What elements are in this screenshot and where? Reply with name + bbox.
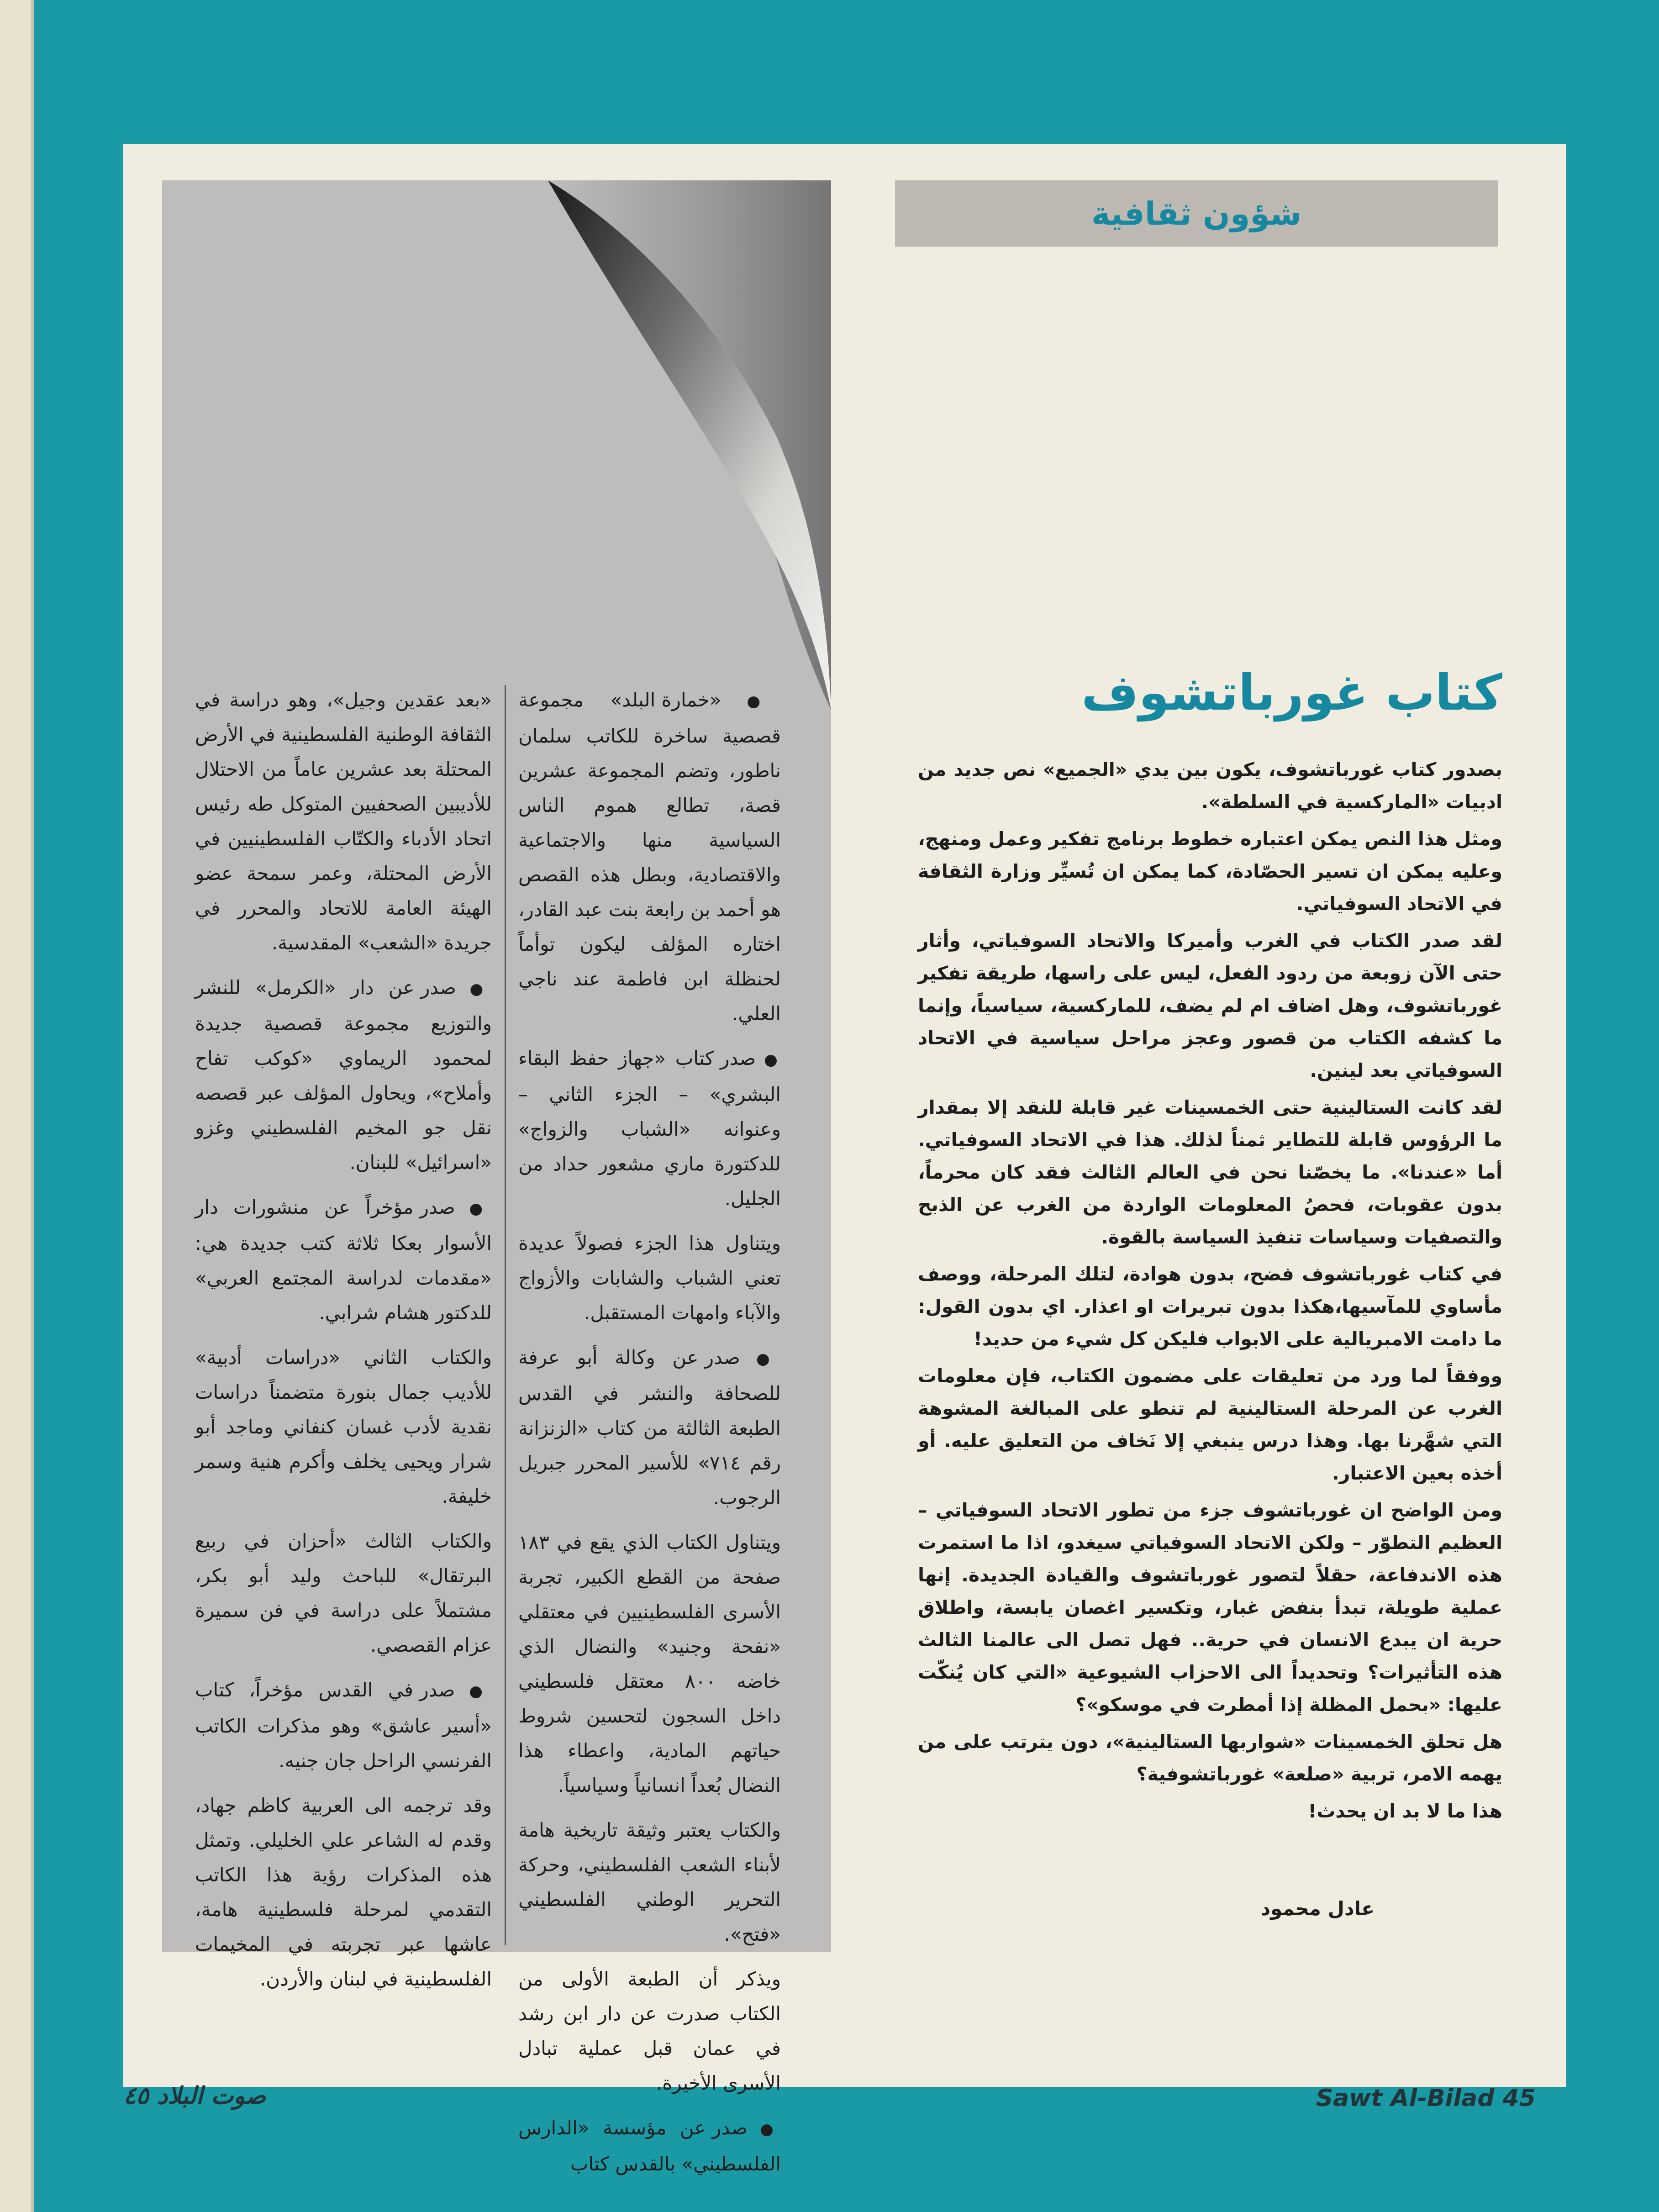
article-title: كتاب غورباتشوف bbox=[1081, 664, 1502, 722]
news-item: ويتناول الكتاب الذي يقع في ١٨٣ صفحة من القطع الكبير، تجربة الأسرى الفلسطينيين في معتقلي «نفحة وجنيد» والنضال الذي خاضه ٨٠٠ معتقل فلسطيني داخل السجون لتحسين شروط حياتهم المادية، واعطاء هذا النضال بُعداً انسانياً وسياسياً. bbox=[518, 1531, 781, 1796]
news-item: ويذكر أن الطبعة الأولى من الكتاب صدرت عن دار ابن رشد في عمان قبل عملية تبادل الأسرى الأخيرة. bbox=[518, 1968, 781, 2094]
page-binding-edge bbox=[0, 0, 34, 2212]
article-paragraph: ومثل هذا النص يمكن اعتباره خطوط برنامج تفكير وعمل ومنهج، وعليه يمكن ان تسير الحصّادة، كما يمكن ان تُسيِّر وزارة الثقافة في الاتحاد السوفياتي. bbox=[918, 828, 1502, 915]
article-paragraph: بصدور كتاب غورباتشوف، يكون بين يدي «الجميع» نص جديد من ادبيات «الماركسية في السلطة». bbox=[918, 758, 1502, 813]
news-item: وقد ترجمه الى العربية كاظم جهاد، وقدم له الشاعر علي الخليلي. وتمثل هذه المذكرات رؤية هذا الكاتب التقدمي لمرحلة فلسطينية هامة، عاشها عبر تجربته في المخيمات الفلسطينية في لبنان والأردن. bbox=[195, 1794, 492, 1990]
news-item: ● صدر مؤخراً عن منشورات دار الأسوار بعكا ثلاثة كتب جديدة هي: «مقدمات لدراسة المجتمع العربي» للدكتور هشام شرابي. bbox=[195, 1190, 492, 1330]
column-divider bbox=[505, 685, 506, 1945]
footer-magazine-name-english: Sawt Al-Bilad 45 bbox=[1316, 2085, 1536, 2112]
news-item: والكتاب يعتبر وثيقة تاريخية هامة لأبناء الشعب الفلسطيني، وحركة التحرير الوطني الفلسطيني «فتح». bbox=[518, 1819, 781, 1945]
news-item: ● صدر في القدس مؤخراً، كتاب «أسير عاشق» وهو مذكرات الكاتب الفرنسي الراحل جان جنيه. bbox=[195, 1673, 492, 1778]
section-header: شؤون ثقافية bbox=[1091, 195, 1302, 232]
article-author: عادل محمود bbox=[1260, 1897, 1375, 1920]
news-item: «بعد عقدين وجيل»، وهو دراسة في الثقافة الوطنية الفلسطينية في الأرض المحتلة بعد عشرين عاماً من الاحتلال للأديبين الصحفيين المتوكل طه رئيس اتحاد الأدباء والكتّاب الفلسطينيين في الأرض المحتلة، وعمر سمحة عضو الهيئة العامة للاتحاد والمحرر في جريدة «الشعب» المقدسية. bbox=[195, 689, 492, 954]
news-item: ● «خمارة البلد» مجموعة قصصية ساخرة للكاتب سلمان ناطور، وتضم المجموعة عشرين قصة، تطالع هموم الناس السياسية منها والاجتماعية والاقتصادية، وبطل هذه القصص هو أحمد بن رابعة بنت عبد القادر، اختاره المؤلف ليكون توأماً لحنظلة ابن فاطمة عند ناجي العلي. bbox=[518, 683, 781, 1031]
news-item: ● صدر عن دار «الكرمل» للنشر والتوزيع مجموعة قصصية جديدة لمحمود الريماوي «كوكب تفاح وأملاح»، ويحاول المؤلف عبر قصصه نقل جو المخيم الفلسطيني وغزو «اسرائيل» للبنان. bbox=[195, 970, 492, 1180]
footer-magazine-name-arabic: صوت البلاد ٤٥ bbox=[123, 2082, 266, 2110]
news-item: والكتاب الثاني «دراسات أدبية» للأديب جمال بنورة متضمناً دراسات نقدية لأدب غسان كنفاني وماجد أبو شرار ويحيى يخلف وأكرم هنية وسمر خليفة. bbox=[195, 1346, 492, 1507]
news-item: ● صدر عن وكالة أبو عرفة للصحافة والنشر في القدس الطبعة الثالثة من كتاب «الزنزانة رقم ٧١٤» للأسير المحرر جبريل الرجوب. bbox=[518, 1340, 781, 1515]
news-item: ● صدر كتاب «جهاز حفظ البقاء البشري» – الجزء الثاني – وعنوانه «الشباب والزواج» للدكتورة ماري مشعور حداد من الجليل. bbox=[518, 1041, 781, 1216]
article-paragraph: لقد كانت الستالينية حتى الخمسينات غير قابلة للنقد إلا بمقدار ما الرؤوس قابلة للتطاير ثمناً لذلك. هذا في الاتحاد السوفياتي. أما «عندنا». ما يخصّنا نحن في العالم الثالث فقد كان محرماً، بدون عقوبات، فحصُ المعلومات الواردة من الغرب عن الذبح والتصفيات وسياسات تنفيذ السياسة بالقوة. bbox=[918, 1096, 1502, 1248]
article-paragraph: ومن الواضح ان غورباتشوف جزء من تطور الاتحاد السوفياتي – العظيم التطوّر – ولكن الاتحاد السوفياتي سيغدو، اذا ما استمرت هذه الاندفاعة، حقلاً لتصور غورباتشوف والقيادة الجديدة. إنها عملية طويلة، تبدأ بنفض غبار، وتكسير اغصان يابسة، واطلاق حرية ان يبدع الانسان في حرية.. فهل تصل الى عالمنا الثالث هذه التأثيرات؟ وتحديداً الى الاحزاب الشيوعية «التي كان يُنكّت عليها: «بحمل المظلة إذا أمطرت في موسكو»؟ bbox=[918, 1499, 1502, 1716]
article-paragraph: ووفقاً لما ورد من تعليقات على مضمون الكتاب، فإن معلومات الغرب عن المرحلة الستالينية لم تنطو على المبالغة المشوهة التي شهَّرنا بها. وهذا درس ينبغي إلا نَخاف من التعليق عليه. أو أخذه بعين الاعتبار. bbox=[918, 1365, 1502, 1484]
news-column-right bbox=[518, 683, 781, 2191]
news-column-left bbox=[195, 683, 492, 2007]
article-paragraph: هل تحلق الخمسينات «شواربها الستالينية»، دون يترتب على من يهمه الامر، تربية «صلعة» غورباتشوفية؟ bbox=[918, 1731, 1502, 1785]
article-paragraph: في كتاب غورباتشوف فضح، بدون هوادة، لتلك المرحلة، ووصف مأساوي للمآسيها،هكذا بدون تبريرات او اعذار. اي بدون القول: ما دامت الامبريالية على الابواب فليكن كل شيء من حديد! bbox=[918, 1263, 1502, 1350]
article-body bbox=[918, 753, 1502, 1832]
news-item: ● صدر عن مؤسسة «الدارس الفلسطيني» بالقدس كتاب bbox=[518, 2111, 781, 2181]
news-item: والكتاب الثالث «أحزان في ربيع البرتقال» للباحث وليد أبو بكر، مشتملاً على دراسة في فن سميرة عزام القصصي. bbox=[195, 1530, 492, 1656]
news-item: ويتناول هذا الجزء فصولاً عديدة تعني الشباب والشابات والأزواج والآباء وامهات المستقبل. bbox=[518, 1232, 781, 1324]
section-header-box bbox=[895, 180, 1498, 247]
article-paragraph: لقد صدر الكتاب في الغرب وأميركا والاتحاد السوفياتي، وأثار حتى الآن زوبعة من ردود الفعل، ليس على راسها، طريقة تفكير غورباتشوف، وهل اضاف ام لم يضف، للماركسية، سياسياً، وإنما ما كشفه الكتاب من قصور وعجز مراحل سياسية في الاتحاد السوفياتي بعد لينين. bbox=[918, 930, 1502, 1081]
page-curl-graphic bbox=[548, 180, 831, 710]
article-paragraph: هذا ما لا بد ان يحدث! bbox=[1308, 1800, 1502, 1822]
